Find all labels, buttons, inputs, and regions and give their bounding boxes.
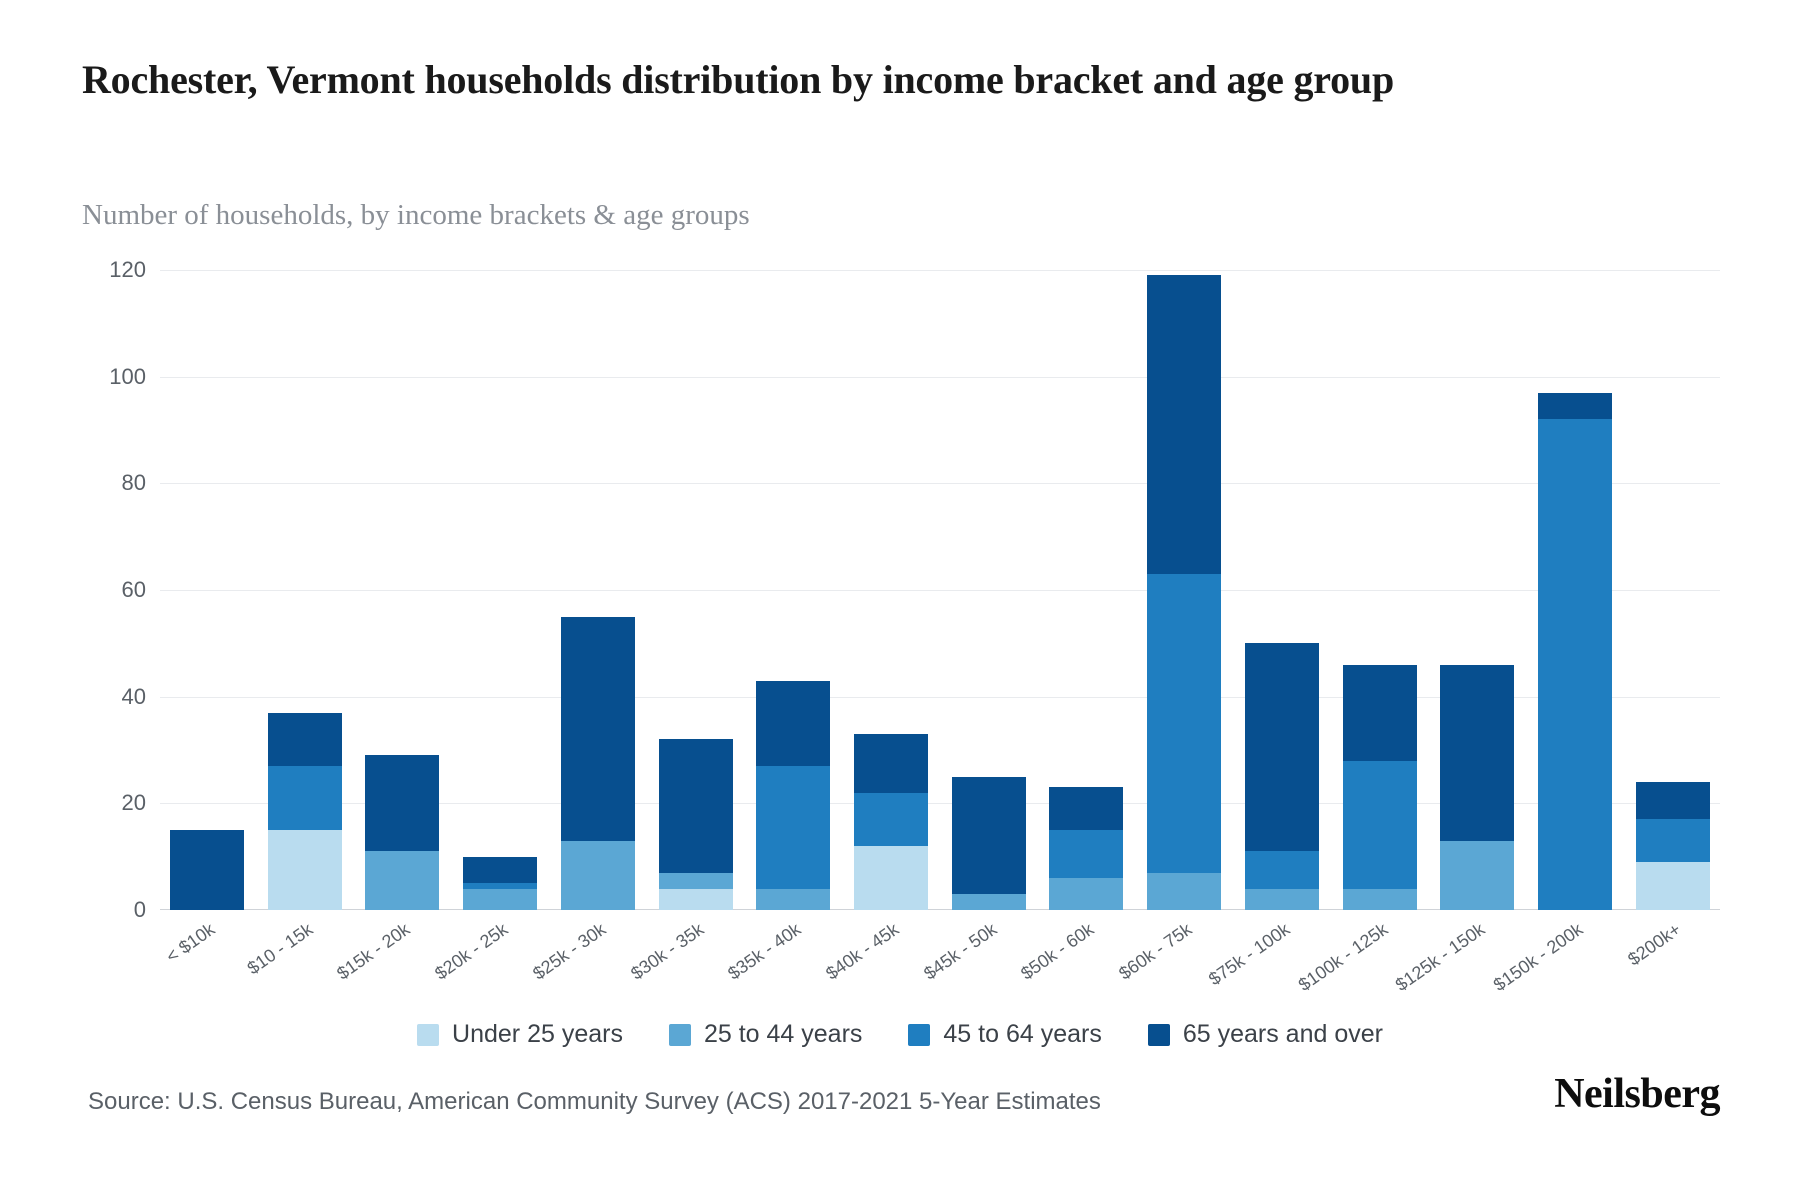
x-axis-tick-label: $10 - 15k xyxy=(243,919,317,979)
bar-segment[interactable] xyxy=(1343,889,1417,910)
bar-segment[interactable] xyxy=(1245,889,1319,910)
bar-segment[interactable] xyxy=(1245,851,1319,888)
bar-segment[interactable] xyxy=(854,793,928,846)
bar-column[interactable] xyxy=(1147,270,1221,910)
legend-swatch xyxy=(669,1024,691,1046)
x-axis-tick-label: $20k - 25k xyxy=(431,919,512,984)
bar-segment[interactable] xyxy=(1147,275,1221,574)
bar-column[interactable] xyxy=(561,270,635,910)
y-axis-tick-label: 20 xyxy=(121,790,146,816)
chart-subtitle: Number of households, by income brackets & age groups xyxy=(82,199,750,231)
bar-column[interactable] xyxy=(1343,270,1417,910)
y-axis xyxy=(0,257,160,922)
x-axis-tick xyxy=(431,915,537,1035)
bar-segment[interactable] xyxy=(1636,862,1710,910)
legend-item[interactable] xyxy=(669,1020,862,1049)
bar-segment[interactable] xyxy=(1147,574,1221,873)
x-axis-tick-label: $75k - 100k xyxy=(1204,919,1294,990)
bar-segment[interactable] xyxy=(952,777,1026,894)
bar-segment[interactable] xyxy=(1245,643,1319,851)
bar-segment[interactable] xyxy=(268,766,342,830)
bar-column[interactable] xyxy=(463,270,537,910)
bar-segment[interactable] xyxy=(1440,665,1514,841)
bar-segment[interactable] xyxy=(561,841,635,910)
bar-segment[interactable] xyxy=(170,830,244,910)
x-axis-tick-label: $125k - 150k xyxy=(1392,919,1489,996)
x-axis-tick-label: $15k - 20k xyxy=(333,919,414,984)
legend-item[interactable] xyxy=(1148,1020,1383,1049)
bar-segment[interactable] xyxy=(268,830,342,910)
plot-area xyxy=(0,257,1800,922)
legend-label: 45 to 64 years xyxy=(943,1020,1102,1048)
x-axis xyxy=(160,915,1720,1035)
x-axis-tick-label: $50k - 60k xyxy=(1017,919,1098,984)
bar-segment[interactable] xyxy=(1343,665,1417,761)
bar-segment[interactable] xyxy=(561,617,635,841)
x-axis-tick xyxy=(1489,915,1612,1035)
bar-segment[interactable] xyxy=(854,734,928,793)
y-axis-tick-label: 60 xyxy=(121,577,146,602)
bar-segment[interactable] xyxy=(463,889,537,910)
y-axis-tick-label: 100 xyxy=(109,363,146,389)
page-title: Rochester, Vermont households distribution by income bracket and age group xyxy=(82,57,1394,102)
x-axis-tick xyxy=(724,915,830,1035)
x-axis-tick-label: $30k - 35k xyxy=(626,919,708,984)
chart-legend xyxy=(0,1020,1800,1049)
x-axis-tick-label: $35k - 40k xyxy=(724,919,805,984)
x-axis-tick xyxy=(1623,915,1710,1035)
bar-segment[interactable] xyxy=(1636,819,1710,862)
bar-segment[interactable] xyxy=(365,851,439,910)
bar-column[interactable] xyxy=(952,270,1026,910)
y-axis-tick-label: 120 xyxy=(109,257,146,282)
grid-area xyxy=(160,270,1720,910)
x-axis-tick xyxy=(529,915,635,1035)
x-axis-tick-label: $60k - 75k xyxy=(1115,919,1196,984)
x-axis-tick xyxy=(626,915,733,1035)
bar-segment[interactable] xyxy=(365,755,439,851)
y-axis-tick-label: 80 xyxy=(121,470,146,496)
x-axis-tick-label: $150k - 200k xyxy=(1489,919,1587,996)
y-axis-tick-label: 0 xyxy=(133,897,146,922)
legend-swatch xyxy=(908,1024,930,1046)
bar-column[interactable] xyxy=(1440,270,1514,910)
bar-segment[interactable] xyxy=(1440,841,1514,910)
bar-segment[interactable] xyxy=(756,889,830,910)
bar-segment[interactable] xyxy=(463,857,537,884)
x-axis-tick-label: $200k+ xyxy=(1623,919,1685,970)
bar-segment[interactable] xyxy=(1049,830,1123,878)
bar-column[interactable] xyxy=(1636,270,1710,910)
bar-segment[interactable] xyxy=(1538,393,1612,420)
bar-column[interactable] xyxy=(756,270,830,910)
bar-segment[interactable] xyxy=(268,713,342,766)
bar-segment[interactable] xyxy=(1636,782,1710,819)
legend-label: Under 25 years xyxy=(452,1020,623,1048)
bar-series-group xyxy=(160,270,1720,910)
x-axis-tick xyxy=(333,915,439,1035)
x-axis-tick-label: $100k - 125k xyxy=(1294,919,1392,996)
x-axis-tick xyxy=(1017,915,1123,1035)
x-axis-tick xyxy=(243,915,342,1035)
legend-swatch xyxy=(417,1024,439,1046)
bar-segment[interactable] xyxy=(659,873,733,889)
bar-segment[interactable] xyxy=(854,846,928,910)
bar-column[interactable] xyxy=(854,270,928,910)
legend-item[interactable] xyxy=(417,1020,623,1049)
bar-segment[interactable] xyxy=(756,766,830,889)
bar-segment[interactable] xyxy=(1147,873,1221,910)
x-axis-tick xyxy=(822,915,928,1035)
legend-label: 65 years and over xyxy=(1182,1020,1383,1048)
bar-column[interactable] xyxy=(365,270,439,910)
bar-segment[interactable] xyxy=(659,889,733,910)
bar-segment[interactable] xyxy=(1049,787,1123,830)
bar-segment[interactable] xyxy=(952,894,1026,910)
bar-segment[interactable] xyxy=(1049,878,1123,910)
brand-logo: Neilsberg xyxy=(1554,1071,1720,1117)
bar-column[interactable] xyxy=(1049,270,1123,910)
bar-column[interactable] xyxy=(268,270,342,910)
bar-column[interactable] xyxy=(1245,270,1319,910)
bar-column[interactable] xyxy=(1538,270,1612,910)
y-axis-tick-label: 40 xyxy=(121,683,146,709)
x-axis-tick-label: $40k - 45k xyxy=(822,919,903,984)
legend-swatch xyxy=(1148,1024,1170,1046)
x-axis-tick-label: < $10k xyxy=(162,919,219,967)
x-axis-tick xyxy=(919,915,1026,1035)
x-axis-tick-label: $45k - 50k xyxy=(919,919,1001,984)
bar-segment[interactable] xyxy=(659,739,733,872)
legend-item[interactable] xyxy=(908,1020,1101,1049)
bar-segment[interactable] xyxy=(1538,419,1612,910)
x-axis-tick xyxy=(162,915,244,1035)
source-note: Source: U.S. Census Bureau, American Community Survey (ACS) 2017-2021 5-Year Estimates xyxy=(88,1088,1101,1115)
bar-column[interactable] xyxy=(659,270,733,910)
bar-column[interactable] xyxy=(170,270,244,910)
bar-segment[interactable] xyxy=(1343,761,1417,889)
x-axis-tick-label: $25k - 30k xyxy=(529,919,610,984)
legend-label: 25 to 44 years xyxy=(703,1020,863,1048)
bar-segment[interactable] xyxy=(756,681,830,766)
